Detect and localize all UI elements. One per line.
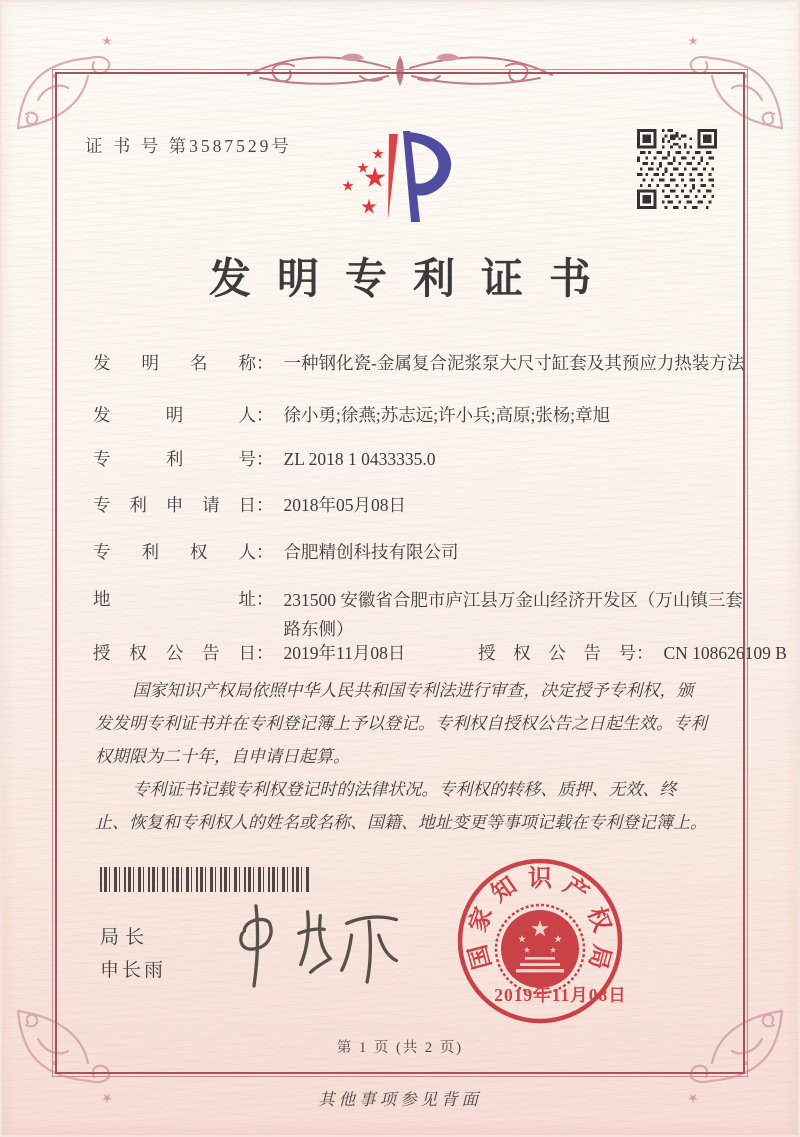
field-row-grant: 授权公告日 ： 2019年11月08日 授权公告号 ： CN 108626109 B: [93, 640, 743, 667]
cnipa-logo-icon: [325, 122, 480, 237]
field-label: 授权公告号: [478, 643, 636, 663]
legal-paragraph-2: 专利证书记载专利权登记时的法律状况。专利权的转移、质押、无效、终止、恢复和专利权人的姓名或名称、国籍、地址变更等事项记载在专利登记簿上。: [95, 780, 707, 832]
seal-char: 权: [581, 904, 615, 936]
field-value-inventors: 徐小勇;徐燕;苏志远;许小兵;高原;张杨;章旭: [283, 405, 611, 425]
legal-text-block: [95, 674, 707, 839]
qr-code: [633, 129, 721, 209]
director-name: 申长雨: [100, 960, 167, 981]
field-row-filing-date: 专利申请日 ： 2018年05月08日: [93, 492, 743, 519]
seal-char: 国: [465, 941, 497, 972]
field-value-grant-number: CN 108626109 B: [663, 643, 787, 663]
corner-flourish-icon: [12, 14, 132, 134]
top-center-flourish-icon: [240, 42, 560, 104]
barcode: [100, 867, 311, 892]
field-value-grant-date: 2019年11月08日: [283, 643, 406, 663]
page-indicator: 第 1 页 (共 2 页): [336, 1040, 464, 1056]
field-row-invention-name: 发明名称 ： 一种钢化瓷-金属复合泥浆泵大尺寸缸套及其预应力热装方法: [93, 350, 743, 377]
seal-char: 局: [583, 941, 615, 972]
director-signature: [215, 893, 410, 993]
field-label: 专利号: [93, 449, 256, 469]
field-label: 发明人: [93, 405, 256, 425]
handwritten-signature-icon: [215, 893, 410, 993]
certificate-number: 证 书 号 第3587529号: [85, 136, 292, 156]
field-row-patentee: 专利权人 ： 合肥精创科技有限公司: [93, 539, 743, 566]
field-row-patent-number: 专利号 ： ZL 2018 1 0433335.0: [93, 446, 743, 473]
national-emblem-icon: [496, 905, 584, 993]
seal-char: 知: [487, 872, 522, 908]
field-row-inventors: 发明人 ： 徐小勇;徐燕;苏志远;许小兵;高原;张杨;章旭: [93, 402, 743, 429]
field-value-filing-date: 2018年05月08日: [283, 495, 406, 515]
field-value-patentee: 合肥精创科技有限公司: [283, 542, 459, 562]
certificate-title: 发明专利证书: [208, 257, 617, 303]
field-label: 专利申请日: [93, 495, 256, 515]
back-side-note: 其他事项参见背面: [318, 1090, 482, 1109]
field-label: 专利权人: [93, 542, 256, 562]
seal-date: 2019年11月08日: [494, 985, 627, 1005]
legal-paragraph-1: 国家知识产权局依照中华人民共和国专利法进行审查，决定授予专利权，颁发发明专利证书并在专利登记簿上予以登记。专利权自授权公告之日起生效。专利权期限为二十年，自申请日起算。: [95, 681, 707, 766]
field-value-address: 231500 安徽省合肥市庐江县万金山经济开发区（万山镇三套路东侧）: [283, 590, 743, 639]
director-title: 局长: [100, 927, 151, 948]
field-value-invention-name: 一种钢化瓷-金属复合泥浆泵大尺寸缸套及其预应力热装方法: [283, 353, 745, 373]
field-row-address: 地址 ： 231500 安徽省合肥市庐江县万金山经济开发区（万山镇三套路东侧）: [93, 586, 743, 644]
field-label: 地址: [93, 589, 256, 609]
field-label: 授权公告日: [93, 643, 256, 663]
seal-char: 家: [465, 904, 499, 936]
seal-char: 识: [528, 866, 552, 892]
field-value-patent-number: ZL 2018 1 0433335.0: [283, 449, 436, 469]
seal-char: 产: [558, 872, 593, 908]
corner-flourish-icon: [668, 14, 788, 134]
field-label: 发明名称: [93, 353, 256, 373]
